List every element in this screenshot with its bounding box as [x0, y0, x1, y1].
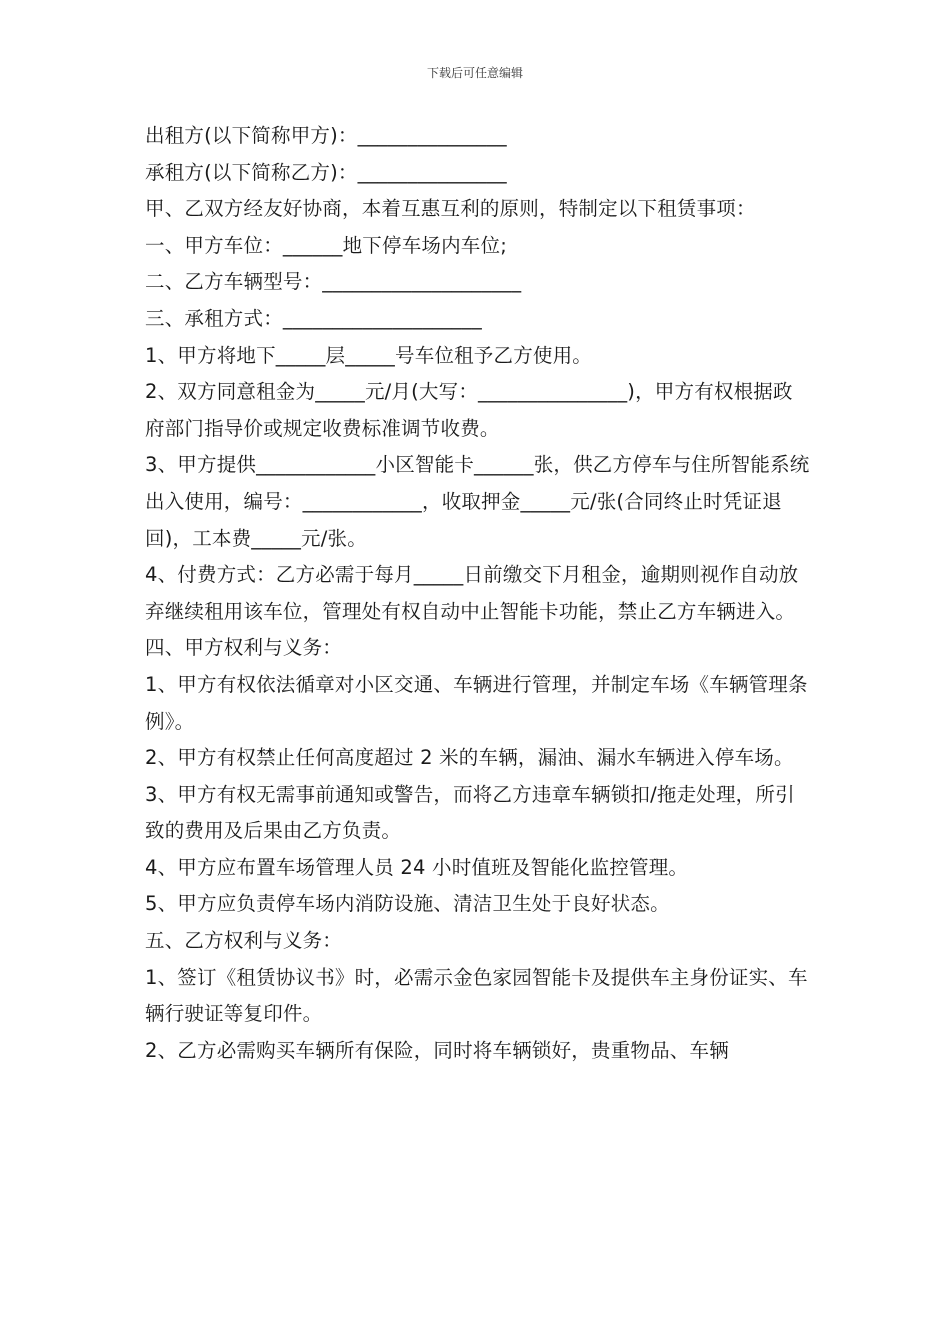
- section-4-heading: 四、甲方权利与义务：: [145, 636, 343, 660]
- clause-3-1: 1、甲方将地下_____层_____号车位租予乙方使用。: [145, 343, 593, 367]
- clause-5-1: 1、签订《租赁协议书》时，必需示金色家园智能卡及提供车主身份证实、车辆行驶证等复印件。: [145, 965, 808, 1026]
- clause-4-5: 5、甲方应负责停车场内消防设施、清洁卫生处于良好状态。: [145, 892, 670, 916]
- clause-3-2: 2、双方同意租金为_____元/月(大写：_______________)，甲方有权根据政府部门指导价或规定收费标准调节收费。: [145, 380, 793, 440]
- document-body: [145, 118, 810, 1069]
- section-5-heading: 五、乙方权利与义务：: [145, 929, 343, 953]
- clause-5-2: 2、乙方必需购买车辆所有保险，同时将车辆锁好，贵重物品、车辆: [145, 1038, 729, 1062]
- clause-4-1: 1、甲方有权依法循章对小区交通、车辆进行管理，并制定车场《车辆管理条例》。: [145, 672, 808, 733]
- clause-3-4: 4、付费方式：乙方必需于每月_____日前缴交下月租金，逾期则视作自动放弃继续租用该车位，管理处有权自动中止智能卡功能，禁止乙方车辆进入。: [145, 563, 799, 623]
- clause-3-3: 3、甲方提供____________小区智能卡______张，供乙方停车与住所智能系统出入使用，编号：____________，收取押金_____元/张(合同终止时凭证退回)，工本费_____元/张。: [145, 453, 810, 550]
- clause-4-3: 3、甲方有权无需事前通知或警告，而将乙方违章车辆锁扣/拖走处理，所引致的费用及后果由乙方负责。: [145, 782, 795, 843]
- clause-4-2: 2、甲方有权禁止任何高度超过 2 米的车辆，漏油、漏水车辆进入停车场。: [145, 746, 794, 770]
- page-header: 下载后可任意编辑: [426, 66, 523, 80]
- preamble: 甲、乙双方经友好协商，本着互惠互利的原则，特制定以下租赁事项：: [145, 197, 756, 221]
- lessor-line: 出租方(以下简称甲方)：_______________: [145, 124, 507, 147]
- clause-4-4: 4、甲方应布置车场管理人员 24 小时值班及智能化监控管理。: [145, 855, 689, 879]
- section-2-vehicle-model: 二、乙方车辆型号：____________________: [145, 270, 522, 294]
- section-3-rental-method: 三、承租方式：____________________: [145, 306, 482, 330]
- lessee-line: 承租方(以下简称乙方)：_______________: [145, 160, 507, 184]
- section-1-parking-space: 一、甲方车位：______地下停车场内车位;: [145, 233, 507, 257]
